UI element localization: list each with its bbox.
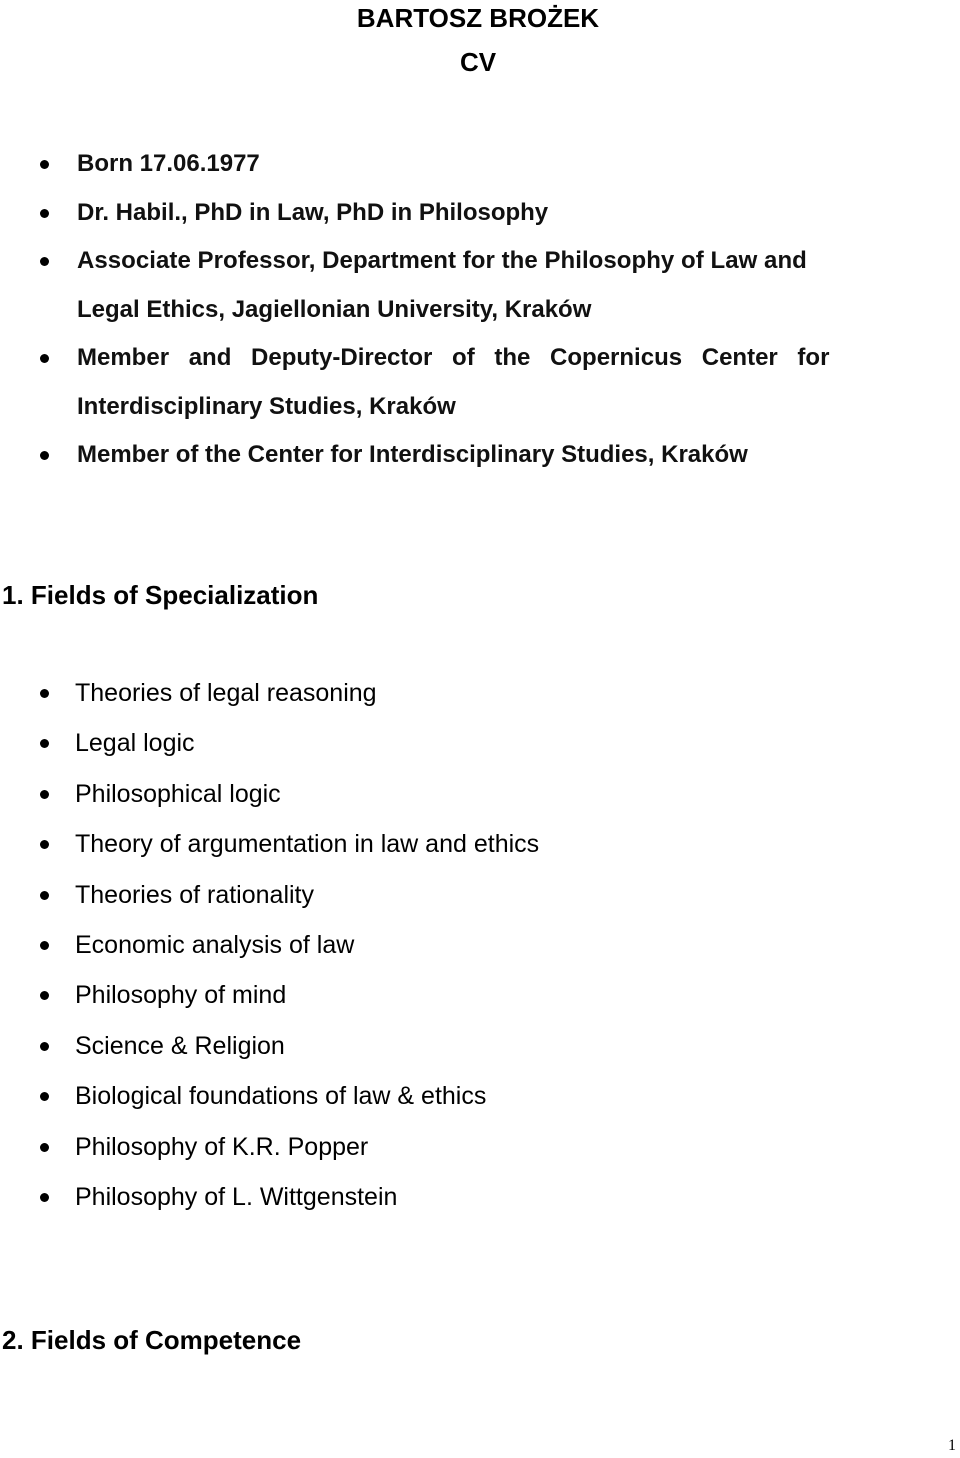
- list-item-text: Legal logic: [75, 729, 195, 758]
- list-item: [0, 970, 960, 1020]
- document-title-name: BARTOSZ BROŻEK: [356, 3, 600, 33]
- list-item-text: Philosophy of L. Wittgenstein: [75, 1183, 398, 1212]
- bullet-icon: [40, 739, 49, 748]
- bullet-icon: [40, 451, 49, 460]
- bullet-icon: [40, 160, 49, 169]
- list-item-text: Theory of argumentation in law and ethics: [75, 830, 540, 859]
- bullet-icon: [40, 1092, 49, 1101]
- bullet-icon: [40, 891, 49, 900]
- section-heading-specialization: 1. Fields of Specialization: [2, 580, 319, 610]
- document-title-cv: CV: [459, 47, 497, 77]
- bullet-icon: [40, 941, 49, 950]
- list-item: [0, 334, 960, 431]
- list-item-text: Economic analysis of law: [75, 931, 355, 960]
- list-item-text: Born 17.06.1977: [77, 150, 260, 177]
- list-item: [0, 718, 960, 768]
- list-item: [0, 920, 960, 970]
- list-item: [0, 140, 960, 189]
- list-item: [0, 1021, 960, 1071]
- list-item-text: Member and Deputy-Director of the Copernicus Center for: [77, 344, 830, 371]
- bullet-icon: [40, 354, 49, 363]
- list-item-text: Science & Religion: [75, 1031, 285, 1060]
- bullet-icon: [40, 689, 49, 698]
- specialization-list: [0, 668, 960, 1222]
- page-number: 1: [948, 1437, 956, 1454]
- list-item-text: Member of the Center for Interdisciplinary Studies, Kraków: [77, 441, 748, 468]
- list-item-text: Associate Professor, Department for the Philosophy of Law and: [77, 247, 807, 274]
- bullet-icon: [40, 840, 49, 849]
- list-item: [0, 1122, 960, 1172]
- list-item: [0, 668, 960, 718]
- bullet-icon: [40, 1042, 49, 1051]
- bullet-icon: [40, 1143, 49, 1152]
- list-item: [0, 870, 960, 920]
- list-item: [0, 1071, 960, 1121]
- list-item: [0, 1172, 960, 1222]
- bullet-icon: [40, 790, 49, 799]
- list-item-text: Theories of rationality: [75, 880, 315, 909]
- list-item: [0, 189, 960, 238]
- bullet-icon: [40, 257, 49, 266]
- list-item: [0, 769, 960, 819]
- list-item: [0, 237, 960, 334]
- list-item-text: Philosophy of K.R. Popper: [75, 1132, 369, 1161]
- bullet-icon: [40, 209, 49, 218]
- list-item-text: Biological foundations of law & ethics: [75, 1082, 487, 1111]
- list-item: [0, 819, 960, 869]
- personal-info-list: [0, 140, 960, 480]
- bullet-icon: [40, 1193, 49, 1202]
- list-item-text: Theories of legal reasoning: [75, 679, 377, 707]
- list-item-text: Interdisciplinary Studies, Kraków: [77, 392, 456, 420]
- list-item: [0, 431, 960, 480]
- list-item-text: Dr. Habil., PhD in Law, PhD in Philosophy: [77, 198, 549, 226]
- list-item-text: Legal Ethics, Jagiellonian University, Kraków: [77, 295, 592, 323]
- section-heading-competence: 2. Fields of Competence: [2, 1325, 302, 1355]
- list-item-text: Philosophical logic: [75, 779, 281, 808]
- bullet-icon: [40, 991, 49, 1000]
- list-item-text: Philosophy of mind: [75, 981, 287, 1010]
